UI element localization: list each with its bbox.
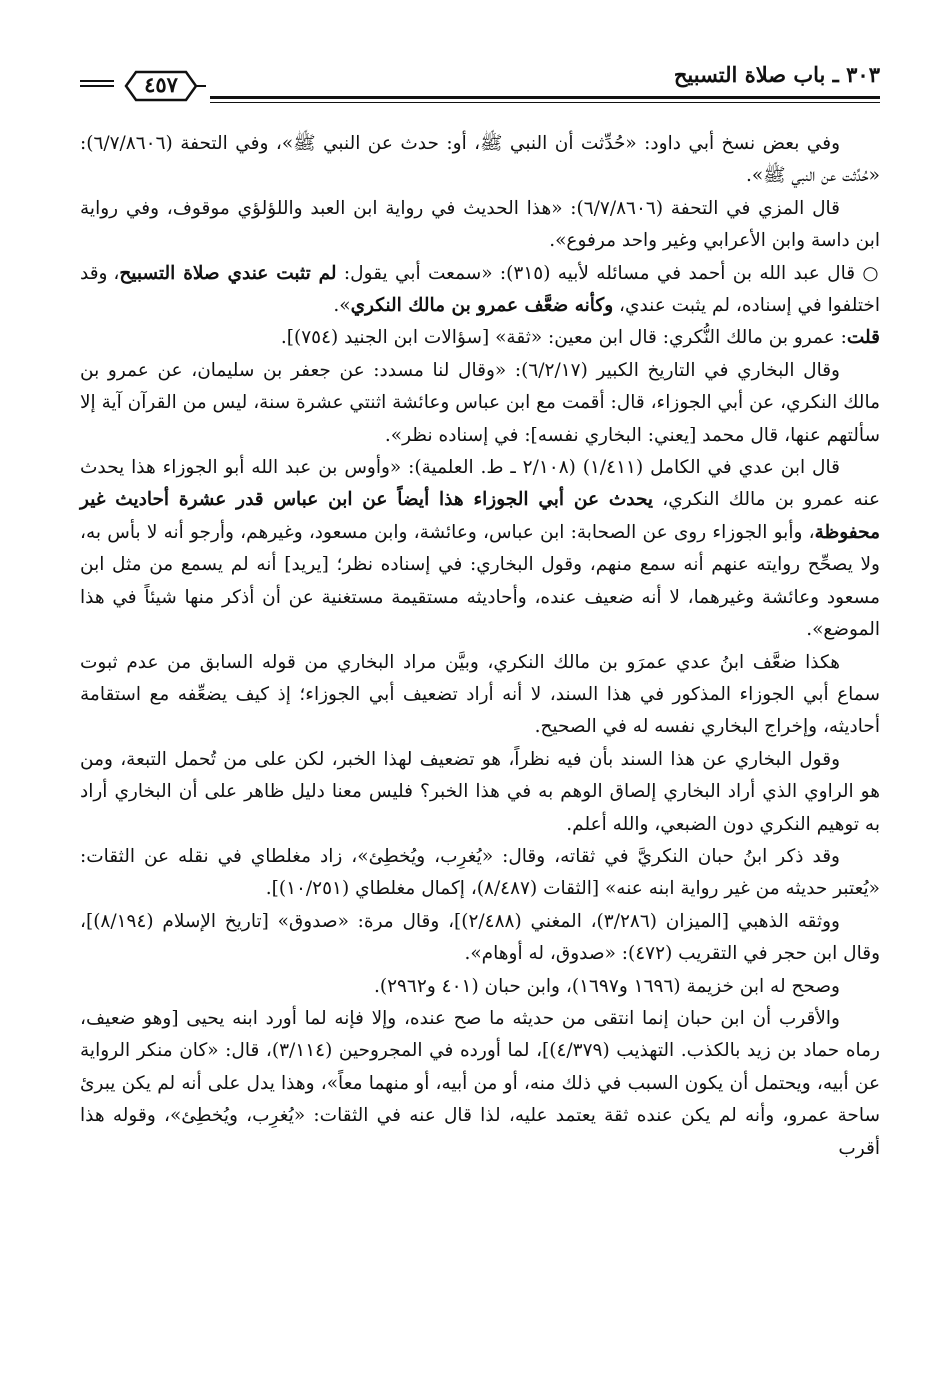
page-number-badge (116, 68, 206, 104)
paragraph (80, 193, 880, 258)
paragraph (80, 744, 880, 841)
text-segment: قال عبد الله بن أحمد في مسائله لأبيه (٣١٥): «سمعت أبي يقول: (336, 262, 856, 284)
text-segment: والأقرب أن ابن حبان إنما انتقى من حديثه ما صح عنده، وإلا فإنه لما أورد ابنه يحيى [وهو ضعيف، رماه حماد بن زيد بالكذب. التهذيب (٤/٣٧٩)]، لما أورده في المجروحين (٣/١١٤)، قال: «كان منكر الرواية عن أبيه، ويحتمل أن يكون السبب في ذلك منه، أو من أبيه، أو منهما معاً»، وهذا يدل على أنه لم يكن يبرئ ساحة عمرو، وأنه لم يكن عنده ثقة يعتمد عليه، لذا قال عنه في الثقات: «يُغرِب، ويُخطِئ»، وقوله هذا أقرب (80, 1007, 880, 1159)
text-segment: ، وقد اختلفوا في إسناده، لم يثبت عندي، (80, 262, 880, 317)
text-segment: ووثقه الذهبي [الميزان (٣/٢٨٦)، المغني (٢/٤٨٨)]، وقال مرة: «صدوق» [تاريخ الإسلام (٨/١٩٤)]، وقال ابن حجر في التقريب (٤٧٢): «صدوق، له أوهام». (80, 910, 880, 965)
text-segment: وصحح له ابن خزيمة (١٦٩٦ و١٦٩٧)، وابن حبان (٤٠١ و٢٩٦٢). (373, 975, 840, 997)
bold-text: قلت (846, 327, 880, 349)
paragraph (80, 128, 880, 193)
text-segment: قال ابن عدي في الكامل (١/٤١١) (٢/١٠٨ ـ ط. العلمية): «وأوس بن عبد الله أبو الجوزاء هذا يحدث عنه عمرو بن مالك النكري، (80, 457, 880, 511)
bold-text: وكأنه ضعَّف عمرو بن مالك النكري (350, 295, 614, 317)
text-segment: ». (333, 295, 351, 317)
text-segment: ○ (855, 262, 880, 284)
text-segment: وفي بعض نسخ أبي داود: «حُدِّثت أن النبي ﷺ، أو: حدث عن النبي ﷺ»، وفي التحفة (٦/٧/٨٦٠٦): «حُدِّثت عن النبي ﷺ». (80, 133, 880, 187)
page-number: ٤٥٧ (144, 72, 178, 97)
header-ornament (80, 80, 114, 88)
paragraph (80, 647, 880, 744)
paragraph (80, 322, 880, 354)
bold-text: لم تثبت عندي صلاة التسبيح (119, 262, 337, 284)
paragraph (80, 906, 880, 971)
paragraph (80, 258, 880, 323)
header-rule (210, 96, 880, 99)
text-segment: هكذا ضعَّف ابنُ عدي عمرَو بن مالك النكري، وبيَّن مراد البخاري من قوله السابق من عدم ثبوت سماع أبي الجوزاء المذكور في هذا السند، لا أنه أراد تضعيف أبي الجوزاء؛ إذ كيف يضعِّفه مع استقامة أحاديثه، وإخراج البخاري نفسه له في الصحيح. (80, 651, 880, 738)
paragraph (80, 971, 880, 1003)
text-segment: ، وأبو الجوزاء روى عن الصحابة: ابن عباس، وعائشة، وابن مسعود، وغيرهم، وأرجو أنه لا بأس به، ولا يصحِّح روايته عنهم أنه سمع منهم، وقول البخاري: في إسناده نظر؛ [يريد] أنه لم يسمع من مثل ابن مسعود وعائشة وغيرهما، لا أنه ضعيف عنده، وأحاديثه مستقيمة مستغنية عن أن أذكر منها شيئاً في هذا الموضع». (80, 521, 880, 641)
page-header (80, 62, 880, 106)
paragraph (80, 841, 880, 906)
text-segment: : عمرو بن مالك النُّكري: قال ابن معين: «ثقة» [سؤالات ابن الجنيد (٧٥٤)]. (280, 327, 847, 349)
text-segment: قال المزي في التحفة (٦/٧/٨٦٠٦): «هذا الحديث في رواية ابن العبد واللؤلؤي موقوف، وفي رواية ابن داسة وابن الأعرابي وغير واحد مرفوع». (80, 197, 880, 252)
text-segment: وقال البخاري في التاريخ الكبير (٦/٢/١٧): «وقال لنا مسدد: عن جعفر بن سليمان، عن عمرو بن مالك النكري، عن أبي الجوزاء، قال: أقمت مع ابن عباس وعائشة اثنتي عشرة سنة، ليس من القرآن آية إلا سألتهم عنها، قال محمد [يعني: البخاري نفسه]: في إسناده نظر». (80, 359, 880, 446)
text-segment: وقول البخاري عن هذا السند بأن فيه نظراً، هو تضعيف لهذا الخبر، لكن على من تُحمل التبعة، ومن هو الراوي الذي أراد البخاري إلصاق الوهم به في هذا الخبر؟ فليس معنا دليل ظاهر على أن البخاري أراد به توهيم النكري دون الضبعي، والله أعلم. (80, 748, 880, 835)
paragraph (80, 452, 880, 646)
chapter-title: ٣٠٣ ـ باب صلاة التسبيح (673, 62, 880, 87)
paragraph (80, 1003, 880, 1165)
text-segment: وقد ذكر ابنُ حبان النكريَّ في ثقاته، وقال: «يُغرِب، ويُخطِئ»، زاد مغلطاي في نقله عن الثقات: «يُعتبر حديثه من غير رواية ابنه عنه» [الثقات (٨/٤٨٧)، إكمال مغلطاي (١٠/٢٥١)]. (80, 845, 880, 900)
bold-text: يحدث عن أبي الجوزاء هذا أيضاً عن ابن عباس قدر عشرة أحاديث غير محفوظة (80, 489, 880, 543)
paragraph (80, 355, 880, 452)
page-body (80, 128, 880, 1165)
header-rule-thin (210, 102, 880, 103)
